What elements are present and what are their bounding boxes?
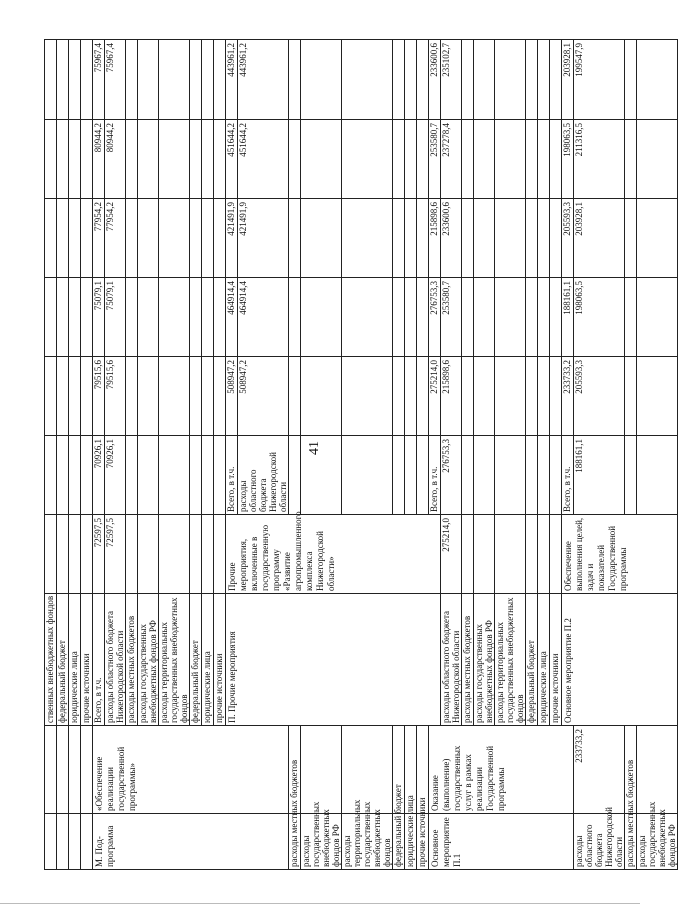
value-cell-year-6: [301, 120, 342, 199]
funding-source-cell: расходы местных бюджетов: [625, 814, 637, 870]
value-cell-year-7: [289, 40, 301, 120]
funding-source-cell: Всего, в т.ч.: [93, 594, 105, 726]
value-cell-year-4: [190, 278, 202, 357]
value-cell-year-7: [625, 40, 637, 120]
value-cell-year-7: [526, 40, 538, 120]
funding-source-cell: расходы территориальных государственных внебюджетных фондов: [495, 594, 526, 726]
value-cell-year-7: [393, 40, 405, 120]
value-cell-year-4: [202, 278, 214, 357]
value-cell-year-3: [393, 357, 405, 436]
value-cell-year-5: [138, 199, 159, 278]
page-number: 41: [307, 441, 322, 455]
value-cell-year-5: 203928,1: [574, 199, 625, 278]
value-cell-year-6: [138, 120, 159, 199]
value-cell-year-4: 75079,1: [93, 278, 105, 357]
value-cell-year-4: [214, 278, 226, 357]
value-cell-year-5: [159, 199, 190, 278]
value-cell-year-2: [462, 436, 474, 515]
value-cell-year-6: [57, 120, 69, 199]
value-cell-year-3: [190, 357, 202, 436]
value-cell-year-1: [202, 515, 214, 594]
table-row: [342, 40, 393, 870]
value-cell-year-7: 235102,7: [441, 40, 462, 120]
program-code-cell: Основное мероприятие П.2: [562, 594, 678, 726]
value-cell-year-2: [526, 436, 538, 515]
value-cell-year-6: [393, 120, 405, 199]
value-cell-year-3: [474, 357, 495, 436]
value-cell-year-5: [214, 199, 226, 278]
value-cell-year-7: 199547,9: [574, 40, 625, 120]
value-cell-year-1: 72597,5: [105, 515, 126, 594]
value-cell-year-3: [342, 357, 393, 436]
value-cell-year-5: [342, 199, 393, 278]
value-cell-year-5: [637, 199, 678, 278]
table-row: [574, 40, 625, 870]
value-cell-year-2: 70926,1: [105, 436, 126, 515]
value-cell-year-4: [417, 278, 429, 357]
value-cell-year-2: [69, 436, 81, 515]
funding-source-cell: расходы областного бюджета Нижегородской области: [238, 436, 289, 515]
value-cell-year-3: [301, 357, 342, 436]
funding-source-cell: федеральный бюджет: [526, 594, 538, 726]
value-cell-year-1: [45, 515, 57, 594]
value-cell-year-6: [289, 120, 301, 199]
value-cell-year-4: [637, 278, 678, 357]
value-cell-year-7: 75967,4: [105, 40, 126, 120]
funding-source-cell: Всего, в т.ч.: [429, 436, 441, 515]
value-cell-year-5: [417, 199, 429, 278]
value-cell-year-2: [342, 436, 393, 515]
value-cell-year-3: [550, 357, 562, 436]
value-cell-year-3: [462, 357, 474, 436]
value-cell-year-4: [138, 278, 159, 357]
value-cell-year-4: 198063,5: [562, 120, 574, 199]
value-cell-year-6: [405, 120, 417, 199]
value-cell-year-7: [57, 40, 69, 120]
value-cell-year-6: [474, 120, 495, 199]
value-cell-year-1: [126, 515, 138, 594]
value-cell-year-3: 421491,9: [226, 199, 238, 278]
value-cell-year-4: 75079,1: [105, 278, 126, 357]
value-cell-year-3: 205593,3: [562, 199, 574, 278]
value-cell-year-6: [159, 120, 190, 199]
funding-source-cell: расходы местных бюджетов: [289, 814, 301, 870]
value-cell-year-3: 79515,6: [93, 357, 105, 436]
value-cell-year-5: [81, 199, 93, 278]
value-cell-year-7: [69, 40, 81, 120]
program-name-cell: Обеспечение выполнения целей, задач и показателей Государственной программы: [562, 515, 678, 594]
value-cell-year-2: [138, 436, 159, 515]
value-cell-year-4: [405, 278, 417, 357]
value-cell-year-7: [538, 40, 550, 120]
budget-table: [44, 39, 678, 870]
value-cell-year-3: [138, 357, 159, 436]
value-cell-year-6: [625, 120, 637, 199]
value-cell-year-1: [190, 515, 202, 594]
value-cell-year-6: 80944,2: [105, 120, 126, 199]
value-cell-year-2: [625, 436, 637, 515]
value-cell-year-3: [159, 357, 190, 436]
funding-source-cell: ственных внебюджетных фондов: [45, 594, 57, 726]
value-cell-year-2: 464914,4: [226, 278, 238, 357]
table-row: [69, 40, 81, 870]
value-cell-year-7: [202, 40, 214, 120]
value-cell-year-1: 233733,2: [574, 726, 625, 814]
scan-edge-line: [0, 903, 640, 904]
value-cell-year-6: [342, 120, 393, 199]
table-row: [57, 40, 69, 870]
value-cell-year-2: 188161,1: [562, 278, 574, 357]
value-cell-year-1: [550, 515, 562, 594]
value-cell-year-2: [190, 436, 202, 515]
funding-source-cell: Всего, в т.ч.: [562, 436, 574, 515]
program-name-cell: Оказание (выполнение) государственных услуг в рамках реализации Государственной программы: [429, 726, 574, 814]
value-cell-year-4: [550, 278, 562, 357]
value-cell-year-1: [462, 515, 474, 594]
value-cell-year-2: [550, 436, 562, 515]
value-cell-year-4: 253580,7: [441, 278, 462, 357]
value-cell-year-4: [342, 278, 393, 357]
value-cell-year-7: [417, 40, 429, 120]
value-cell-year-5: [474, 199, 495, 278]
value-cell-year-3: 79515,6: [105, 357, 126, 436]
value-cell-year-3: [495, 357, 526, 436]
value-cell-year-2: 70926,1: [93, 436, 105, 515]
value-cell-year-1: [301, 726, 342, 814]
value-cell-year-6: [81, 120, 93, 199]
funding-source-cell: расходы областного бюджета Нижегородской области: [574, 814, 625, 870]
funding-source-cell: федеральный бюджет: [57, 594, 69, 726]
value-cell-year-5: [625, 199, 637, 278]
value-cell-year-1: [81, 515, 93, 594]
program-code-cell: Основное мероприятие П.1: [429, 814, 574, 870]
value-cell-year-2: [637, 436, 678, 515]
funding-source-cell: расходы местных бюджетов: [462, 594, 474, 726]
value-cell-year-7: [405, 40, 417, 120]
value-cell-year-6: [45, 120, 57, 199]
value-cell-year-2: [538, 436, 550, 515]
value-cell-year-4: [159, 278, 190, 357]
value-cell-year-6: [637, 120, 678, 199]
table-body: [45, 40, 678, 870]
value-cell-year-3: 205593,3: [574, 357, 625, 436]
value-cell-year-4: [526, 278, 538, 357]
value-cell-year-2: [289, 436, 301, 515]
funding-source-cell: прочие источники: [81, 594, 93, 726]
value-cell-year-7: [81, 40, 93, 120]
funding-source-cell: расходы государственных внебюджетных фондов РФ: [637, 814, 678, 870]
value-cell-year-7: [550, 40, 562, 120]
value-cell-year-5: 233600,6: [441, 199, 462, 278]
value-cell-year-6: 211316,5: [574, 120, 625, 199]
value-cell-year-5: 443961,2: [226, 40, 238, 120]
value-cell-year-1: [57, 515, 69, 594]
value-cell-year-2: [214, 436, 226, 515]
value-cell-year-4: 198063,5: [574, 278, 625, 357]
value-cell-year-5: [57, 199, 69, 278]
value-cell-year-6: [126, 120, 138, 199]
funding-source-cell: расходы государственных внебюджетных фондов РФ: [474, 594, 495, 726]
value-cell-year-5: 233600,6: [429, 40, 441, 120]
value-cell-year-3: [526, 357, 538, 436]
value-cell-year-4: [474, 278, 495, 357]
funding-source-cell: прочие источники: [214, 594, 226, 726]
value-cell-year-2: [81, 436, 93, 515]
value-cell-year-7: [637, 40, 678, 120]
value-cell-year-5: [289, 199, 301, 278]
funding-source-cell: Всего, в т.ч.: [226, 436, 238, 515]
value-cell-year-6: [538, 120, 550, 199]
funding-source-cell: расходы областного бюджета Нижегородской области: [441, 594, 462, 726]
funding-source-cell: расходы территориальных государственных внебюджетных фондов: [159, 594, 190, 726]
value-cell-year-1: 508947,2: [226, 357, 238, 436]
funding-source-cell: расходы государственных внебюджетных фондов РФ: [138, 594, 159, 726]
value-cell-year-5: [126, 199, 138, 278]
funding-source-cell: юридические лица: [202, 594, 214, 726]
value-cell-year-4: [538, 278, 550, 357]
value-cell-year-3: [538, 357, 550, 436]
funding-source-cell: юридические лица: [538, 594, 550, 726]
value-cell-year-6: [462, 120, 474, 199]
table-row: [93, 40, 105, 870]
value-cell-year-6: [202, 120, 214, 199]
value-cell-year-2: [159, 436, 190, 515]
value-cell-year-4: [462, 278, 474, 357]
empty-cell: [81, 726, 93, 814]
value-cell-year-6: 237278,4: [441, 120, 462, 199]
value-cell-year-1: 233733,2: [562, 357, 574, 436]
value-cell-year-5: [405, 199, 417, 278]
value-cell-year-2: [405, 436, 417, 515]
value-cell-year-7: [301, 40, 342, 120]
table-row: [625, 40, 637, 870]
funding-source-cell: расходы территориальных государственных внебюджетных фондов: [342, 814, 393, 870]
program-name-cell: Прочие мероприятия, включенные в государственную программу «Развитие агропромышленного комплекса Нижегородской области»: [226, 515, 441, 594]
value-cell-year-2: [45, 436, 57, 515]
value-cell-year-1: 275214,0: [429, 357, 441, 436]
value-cell-year-4: [495, 278, 526, 357]
value-cell-year-6: [214, 120, 226, 199]
value-cell-year-6: [190, 120, 202, 199]
funding-source-cell: расходы местных бюджетов: [126, 594, 138, 726]
value-cell-year-1: 275214,0: [441, 515, 462, 594]
value-cell-year-2: [417, 436, 429, 515]
value-cell-year-5: [301, 199, 342, 278]
table-row: [405, 40, 417, 870]
value-cell-year-7: [462, 40, 474, 120]
value-cell-year-3: [637, 357, 678, 436]
table-row: [429, 40, 441, 870]
value-cell-year-4: [57, 278, 69, 357]
value-cell-year-5: [495, 199, 526, 278]
value-cell-year-1: [159, 515, 190, 594]
value-cell-year-6: [495, 120, 526, 199]
rotated-page-content: [44, 40, 677, 870]
value-cell-year-5: [393, 199, 405, 278]
value-cell-year-4: 451644,2: [226, 120, 238, 199]
value-cell-year-4: 253580,7: [429, 120, 441, 199]
value-cell-year-7: [214, 40, 226, 120]
value-cell-year-5: [69, 199, 81, 278]
table-row: [289, 40, 301, 870]
value-cell-year-3: [69, 357, 81, 436]
value-cell-year-1: [138, 515, 159, 594]
value-cell-year-7: [342, 40, 393, 120]
value-cell-year-7: [45, 40, 57, 120]
funding-source-cell: юридические лица: [405, 814, 417, 870]
value-cell-year-6: [526, 120, 538, 199]
value-cell-year-2: 188161,1: [574, 436, 625, 515]
table-row: [301, 40, 342, 870]
table-row: [393, 40, 405, 870]
value-cell-year-4: 451644,2: [238, 120, 289, 199]
empty-cell: [57, 814, 69, 870]
value-cell-year-3: [625, 357, 637, 436]
value-cell-year-3: [214, 357, 226, 436]
value-cell-year-3: [289, 357, 301, 436]
value-cell-year-6: [69, 120, 81, 199]
value-cell-year-2: 276753,3: [441, 436, 462, 515]
value-cell-year-7: [190, 40, 202, 120]
value-cell-year-4: [81, 278, 93, 357]
empty-cell: [57, 726, 69, 814]
value-cell-year-1: [474, 515, 495, 594]
value-cell-year-5: [202, 199, 214, 278]
empty-cell: [81, 814, 93, 870]
empty-cell: [45, 726, 57, 814]
funding-source-cell: федеральный бюджет: [393, 814, 405, 870]
value-cell-year-4: [289, 278, 301, 357]
value-cell-year-3: [405, 357, 417, 436]
value-cell-year-6: [550, 120, 562, 199]
value-cell-year-2: 464914,4: [238, 278, 289, 357]
funding-source-cell: прочие источники: [417, 814, 429, 870]
value-cell-year-5: [190, 199, 202, 278]
value-cell-year-7: 75967,4: [93, 40, 105, 120]
value-cell-year-5: 443961,2: [238, 40, 289, 120]
value-cell-year-5: [538, 199, 550, 278]
value-cell-year-3: 215898,6: [429, 199, 441, 278]
value-cell-year-4: [45, 278, 57, 357]
empty-cell: [69, 814, 81, 870]
program-code-cell: П. Прочие мероприятия: [226, 594, 441, 726]
table-row: [81, 40, 93, 870]
value-cell-year-7: [474, 40, 495, 120]
value-cell-year-1: [538, 515, 550, 594]
empty-cell: [45, 814, 57, 870]
value-cell-year-2: 276753,3: [429, 278, 441, 357]
value-cell-year-2: [126, 436, 138, 515]
program-code-cell: М. Под-программа: [93, 814, 289, 870]
table-row: [45, 40, 57, 870]
value-cell-year-2: [57, 436, 69, 515]
value-cell-year-4: [393, 278, 405, 357]
value-cell-year-7: [495, 40, 526, 120]
table-row: [417, 40, 429, 870]
value-cell-year-7: [126, 40, 138, 120]
value-cell-year-5: 77954,2: [105, 199, 126, 278]
value-cell-year-4: [126, 278, 138, 357]
value-cell-year-6: 80944,2: [93, 120, 105, 199]
value-cell-year-3: [417, 357, 429, 436]
value-cell-year-4: [625, 278, 637, 357]
value-cell-year-5: 77954,2: [93, 199, 105, 278]
value-cell-year-7: [138, 40, 159, 120]
value-cell-year-5: [462, 199, 474, 278]
value-cell-year-4: [69, 278, 81, 357]
value-cell-year-5: [45, 199, 57, 278]
value-cell-year-2: [495, 436, 526, 515]
value-cell-year-2: [474, 436, 495, 515]
value-cell-year-2: [393, 436, 405, 515]
empty-cell: [69, 726, 81, 814]
funding-source-cell: расходы областного бюджета Нижегородской области: [105, 594, 126, 726]
value-cell-year-2: [301, 436, 342, 515]
value-cell-year-3: [45, 357, 57, 436]
value-cell-year-5: [526, 199, 538, 278]
value-cell-year-3: 215898,6: [441, 357, 462, 436]
value-cell-year-1: [342, 726, 393, 814]
value-cell-year-1: [495, 515, 526, 594]
value-cell-year-1: 508947,2: [238, 357, 289, 436]
value-cell-year-1: [69, 515, 81, 594]
value-cell-year-2: [202, 436, 214, 515]
value-cell-year-3: [202, 357, 214, 436]
program-name-cell: «Обеспечение реализации государственной программы»: [93, 726, 289, 814]
funding-source-cell: федеральный бюджет: [190, 594, 202, 726]
table-row: [637, 40, 678, 870]
value-cell-year-5: [550, 199, 562, 278]
value-cell-year-7: [159, 40, 190, 120]
funding-source-cell: расходы государственных внебюджетных фондов РФ: [301, 814, 342, 870]
funding-source-cell: прочие источники: [550, 594, 562, 726]
value-cell-year-3: [81, 357, 93, 436]
value-cell-year-1: [637, 726, 678, 814]
value-cell-year-5: 203928,1: [562, 40, 574, 120]
value-cell-year-6: [417, 120, 429, 199]
funding-source-cell: юридические лица: [69, 594, 81, 726]
value-cell-year-1: [526, 515, 538, 594]
value-cell-year-4: [301, 278, 342, 357]
value-cell-year-3: [126, 357, 138, 436]
value-cell-year-1: 72597,5: [93, 515, 105, 594]
value-cell-year-3: [57, 357, 69, 436]
value-cell-year-1: [214, 515, 226, 594]
value-cell-year-3: 421491,9: [238, 199, 289, 278]
